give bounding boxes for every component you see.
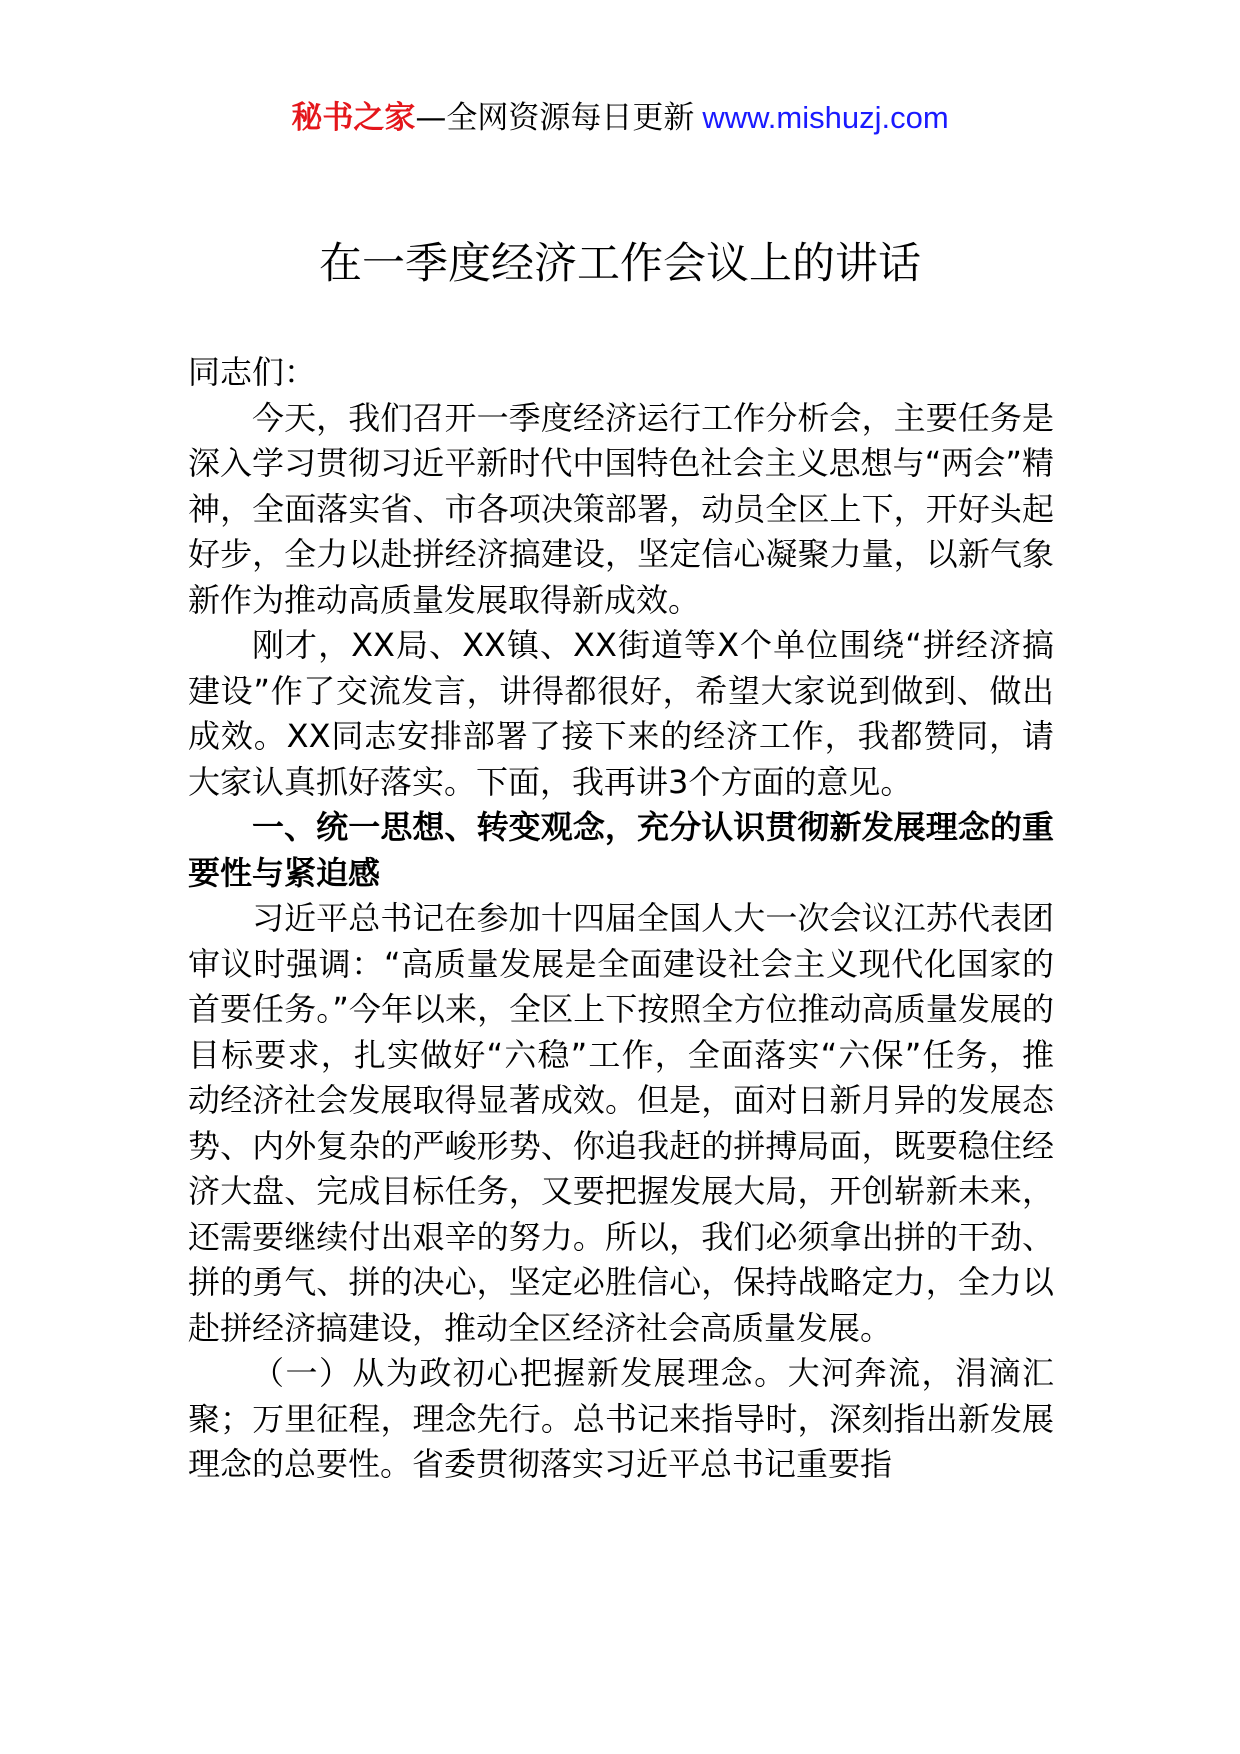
document-body: [188, 350, 1054, 1488]
paragraph-intro: 今天，我们召开一季度经济运行工作分析会，主要任务是深入学习贯彻习近平新时代中国特色社会主义思想与“两会”精神，全面落实省、市各项决策部署，动员全区上下，开好头起好步，全力以赴拼经济搞建设，坚定信心凝聚力量，以新气象新作为推动高质量发展取得新成效。: [188, 398, 1054, 619]
document-title: 在一季度经济工作会议上的讲话: [319, 239, 921, 289]
paragraph-section-2: （一）从为政初心把握新发展理念。大河奔流，涓滴汇聚；万里征程，理念先行。总书记来指导时，深刻指出新发展理念的总要性。省委贯彻落实习近平总书记重要指: [188, 1354, 1054, 1483]
site-url-link[interactable]: www.mishuzj.com: [702, 100, 949, 135]
site-brand: 秘书之家: [291, 100, 416, 136]
salutation: 同志们：: [188, 353, 317, 391]
section-heading: 一、统一思想、转变观念，充分认识贯彻新发展理念的重要性与紧迫感: [188, 808, 1054, 892]
site-header: [0, 98, 1240, 138]
site-slogan: —全网资源每日更新: [415, 100, 695, 136]
paragraph-remarks: 刚才，XX局、XX镇、XX街道等X个单位围绕“拼经济搞建设”作了交流发言，讲得都很好，希望大家说到做到、做出成效。XX同志安排部署了接下来的经济工作，我都赞同，请大家认真抓好落实。下面，我再讲3个方面的意见。: [188, 626, 1054, 801]
paragraph-section-1: 习近平总书记在参加十四届全国人大一次会议江苏代表团审议时强调：“高质量发展是全面建设社会主义现代化国家的首要任务。”今年以来，全区上下按照全方位推动高质量发展的目标要求，扎实做好“六稳”工作，全面落实“六保”任务，推动经济社会发展取得显著成效。但是，面对日新月异的发展态势、内外复杂的严峻形势、你追我赶的拼搏局面，既要稳住经济大盘、完成目标任务，又要把握发展大局，开创崭新未来，还需要继续付出艰辛的努力。所以，我们必须拿出拼的干劲、拼的勇气、拼的决心，坚定必胜信心，保持战略定力，全力以赴拼经济搞建设，推动全区经济社会高质量发展。: [188, 899, 1054, 1347]
